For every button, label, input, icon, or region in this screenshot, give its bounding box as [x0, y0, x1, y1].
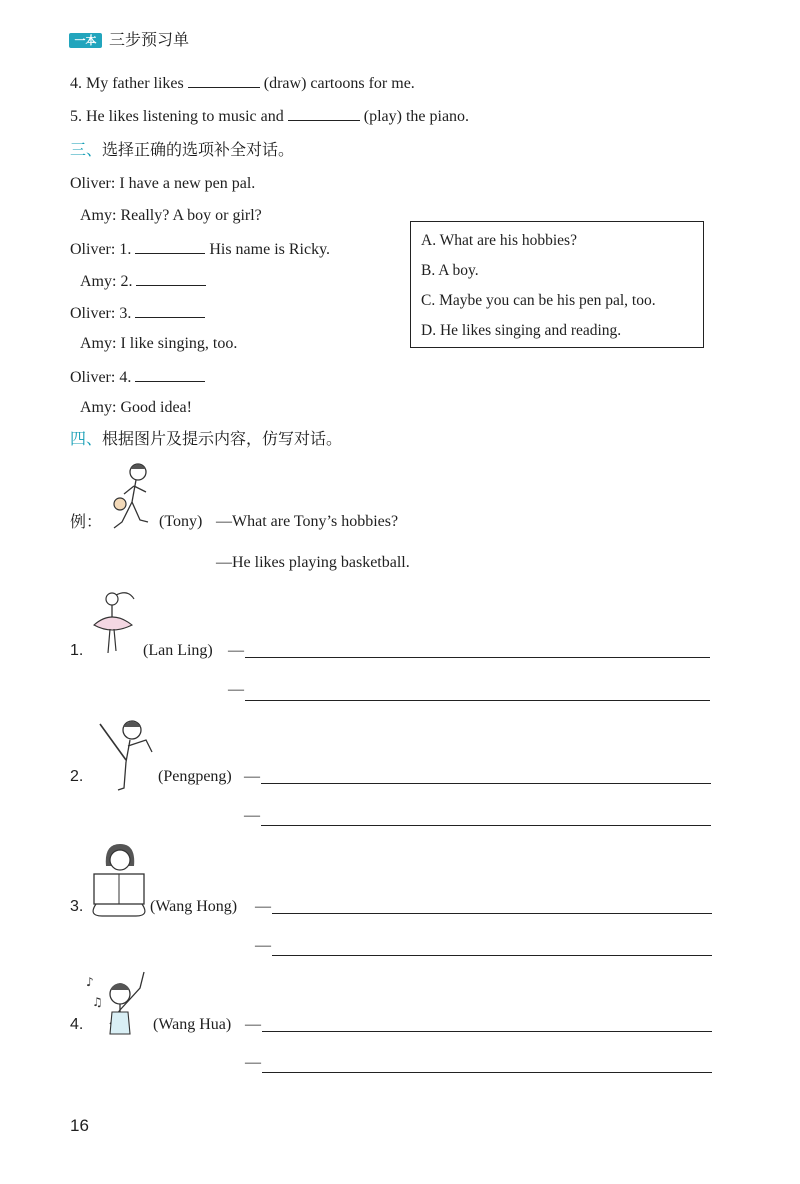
dialogue-line: [80, 398, 192, 418]
dialogue-text: Really? A boy or girl?: [120, 207, 262, 224]
dialogue-line: [80, 334, 237, 354]
speaker: Oliver:: [70, 305, 116, 322]
answer-blank[interactable]: [135, 366, 205, 382]
answer-blank[interactable]: [188, 72, 260, 88]
dash: —: [244, 807, 260, 824]
answer-line[interactable]: [262, 1031, 712, 1032]
option-b: B. A boy.: [421, 262, 479, 279]
dash: —: [255, 898, 271, 915]
dash: —: [228, 681, 244, 698]
answer-line[interactable]: [272, 955, 712, 956]
section-4-heading: [70, 429, 342, 449]
section-title: 选择正确的选项补全对话。: [102, 140, 295, 159]
svg-text:♫: ♫: [92, 995, 103, 1009]
question-5: [70, 105, 469, 127]
dialogue-line: [70, 366, 205, 388]
example-name: (Tony): [159, 513, 203, 530]
brand-title: 三步预习单: [109, 30, 190, 49]
question-5-hint: (play) the piano.: [363, 108, 470, 125]
option-a: A. What are his hobbies?: [421, 232, 577, 249]
speaker: Oliver:: [70, 175, 116, 192]
dialogue-line: [80, 270, 206, 292]
dialogue-line: [70, 238, 330, 260]
blank-number: 3.: [119, 305, 132, 322]
answer-blank[interactable]: [135, 302, 205, 318]
section-title: 根据图片及提示内容，仿写对话。: [102, 429, 343, 448]
speaker: Oliver:: [70, 241, 116, 258]
answer-blank[interactable]: [135, 238, 205, 254]
dash: —: [244, 768, 260, 785]
dialogue-text: His name is Ricky.: [209, 241, 331, 258]
boy-kungfu-illustration: [90, 714, 160, 794]
question-5-text: 5. He likes listening to music and: [70, 108, 284, 125]
speaker: Amy:: [80, 399, 117, 416]
question-4-text: 4. My father likes: [70, 75, 184, 92]
item-3-name: (Wang Hong): [150, 898, 238, 915]
item-4-name: (Wang Hua): [153, 1016, 232, 1033]
item-3-number: 3.: [70, 898, 84, 915]
item-2-name: (Pengpeng): [158, 768, 232, 785]
girl-dancing-illustration: [88, 585, 148, 665]
dash: —: [255, 937, 271, 954]
boy-singing-illustration: [84, 968, 154, 1043]
item-1-number: 1.: [70, 642, 84, 659]
answer-line[interactable]: [245, 700, 710, 701]
speaker: Amy:: [80, 207, 117, 224]
item-2-number: 2.: [70, 768, 84, 785]
dialogue-line: [70, 302, 205, 324]
dash: —: [245, 1054, 261, 1071]
blank-number: 1.: [119, 241, 132, 258]
blank-number: 4.: [119, 369, 132, 386]
answer-blank[interactable]: [136, 270, 206, 286]
option-c: C. Maybe you can be his pen pal, too.: [421, 292, 656, 309]
brand-badge: 一本: [69, 33, 102, 48]
boy-basketball-illustration: [100, 460, 160, 535]
options-box: [410, 221, 704, 348]
example-label: 例：: [70, 512, 103, 531]
section-3-heading: [70, 140, 294, 160]
girl-reading-illustration: [88, 840, 150, 920]
dialogue-text: Good idea!: [120, 399, 192, 416]
speaker: Amy:: [80, 335, 117, 352]
item-4-number: 4.: [70, 1016, 84, 1033]
answer-line[interactable]: [272, 913, 712, 914]
dialogue-line: [70, 174, 255, 194]
answer-blank[interactable]: [288, 105, 360, 121]
question-4: [70, 72, 415, 94]
dialogue-text: I like singing, too.: [120, 335, 238, 352]
dash: —: [228, 642, 244, 659]
section-number: 三、: [70, 140, 103, 159]
dialogue-text: I have a new pen pal.: [119, 175, 256, 192]
speaker: Amy:: [80, 273, 117, 290]
item-1-name: (Lan Ling): [143, 642, 213, 659]
blank-number: 2.: [120, 273, 133, 290]
answer-line[interactable]: [261, 783, 711, 784]
answer-line[interactable]: [261, 825, 711, 826]
option-d: D. He likes singing and reading.: [421, 322, 622, 339]
dialogue-line: [80, 206, 262, 226]
example-answer: —He likes playing basketball.: [216, 554, 410, 571]
speaker: Oliver:: [70, 369, 116, 386]
svg-text:♪: ♪: [86, 975, 94, 989]
section-number: 四、: [70, 429, 103, 448]
example-question: —What are Tony’s hobbies?: [216, 513, 399, 530]
answer-line[interactable]: [245, 657, 710, 658]
dash: —: [245, 1016, 261, 1033]
question-4-hint: (draw) cartoons for me.: [263, 75, 415, 92]
answer-line[interactable]: [262, 1072, 712, 1073]
page-number: 16: [70, 1116, 89, 1135]
